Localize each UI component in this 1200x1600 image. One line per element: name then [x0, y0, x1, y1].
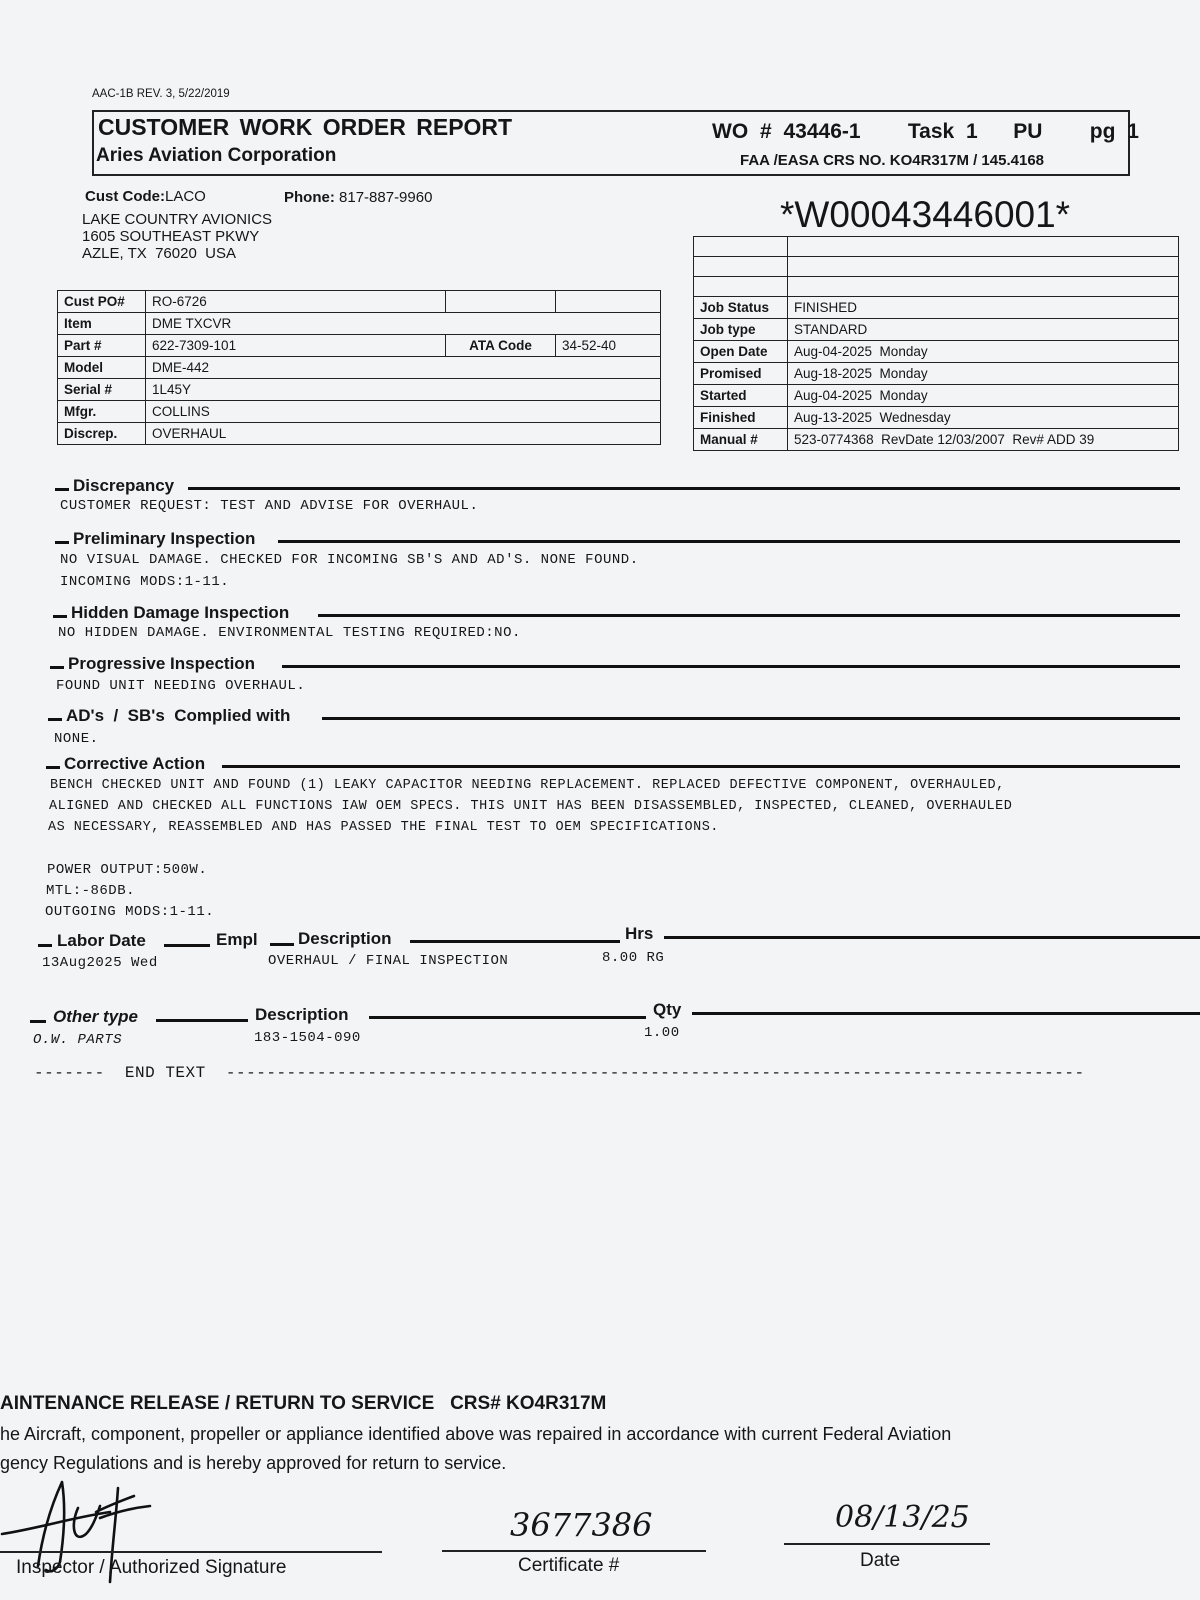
other-rule [369, 1016, 646, 1019]
section-dash [48, 718, 62, 721]
report-title: CUSTOMER WORK ORDER REPORT [98, 114, 513, 140]
customer-name: LAKE COUNTRY AVIONICS [82, 211, 273, 228]
open-date-value: Aug-04-2025 Monday [788, 341, 1179, 363]
promised-value: Aug-18-2025 Monday [788, 363, 1179, 385]
hidden-damage-section [0, 603, 1200, 625]
cust-po-value: RO-6726 [146, 291, 446, 313]
certificate-number: 3677386 [510, 1506, 653, 1544]
release-text-1: he Aircraft, component, propeller or appliance identified above was repaired in accordance with current Federal Aviation [0, 1424, 952, 1444]
preliminary-heading: Preliminary Inspection [73, 529, 256, 548]
corrective-text-2: ALIGNED AND CHECKED ALL FUNCTIONS IAW OEM SPECS. THIS UNIT HAS BEEN DISASSEMBLED, INSPECTED, CLEANED, OVERHAULED [49, 799, 1013, 814]
labor-hrs-value: 8.00 RG [602, 950, 665, 966]
section-rule [282, 665, 1180, 668]
job-status-value: FINISHED [788, 297, 1179, 319]
corrective-section [0, 754, 1200, 776]
progressive-section [0, 654, 1200, 676]
corrective-text-3: AS NECESSARY, REASSEMBLED AND HAS PASSED THE FINAL TEST TO OEM SPECIFICATIONS. [48, 820, 719, 835]
item-value: DME TXCVR [146, 313, 661, 335]
phone-value: 817-887-9960 [339, 189, 433, 206]
part-value: 622-7309-101 [146, 335, 446, 357]
finished-value: Aug-13-2025 Wednesday [788, 407, 1179, 429]
customer-phone [284, 189, 432, 206]
labor-date-value: 13Aug2025 Wed [42, 955, 158, 971]
cust-code [85, 188, 206, 205]
cust-code-value: LACO [165, 188, 206, 205]
job-type-label: Job type [694, 319, 788, 341]
release-text-2: gency Regulations and is hereby approved for return to service. [0, 1453, 507, 1473]
ads-sbs-heading: AD's / SB's Complied with [66, 706, 291, 725]
date-label: Date [860, 1550, 901, 1571]
section-rule [322, 717, 1180, 720]
customer-street: 1605 SOUTHEAST PKWY [82, 228, 260, 245]
other-type-heading: Other type [53, 1007, 139, 1026]
section-rule [318, 614, 1180, 617]
other-rule [156, 1019, 248, 1022]
empty-cell [556, 291, 661, 313]
progressive-text: FOUND UNIT NEEDING OVERHAUL. [56, 678, 306, 694]
section-dash [55, 541, 69, 544]
labor-description-heading: Description [298, 929, 392, 948]
manual-value: 523-0774368 RevDate 12/03/2007 Rev# ADD 39 [788, 429, 1179, 451]
model-label: Model [58, 357, 146, 379]
section-dash [55, 488, 69, 491]
empty-cell [694, 237, 788, 257]
work-order-number: WO # 43446-1 Task 1 PU pg 1 [712, 120, 1139, 143]
cust-code-label: Cust Code: [85, 188, 165, 205]
date-line [784, 1543, 990, 1545]
preliminary-section [0, 529, 1200, 551]
empty-cell [694, 257, 788, 277]
form-revision: AAC-1B REV. 3, 5/22/2019 [92, 88, 230, 100]
empty-cell [788, 277, 1179, 297]
discrepancy-heading: Discrepancy [73, 476, 175, 495]
promised-label: Promised [694, 363, 788, 385]
release-heading: AINTENANCE RELEASE / RETURN TO SERVICE CRS# KO4R317M [0, 1393, 607, 1414]
part-label: Part # [58, 335, 146, 357]
manual-label: Manual # [694, 429, 788, 451]
other-rule [30, 1020, 46, 1023]
other-qty-value: 1.00 [644, 1025, 680, 1041]
empty-cell [788, 257, 1179, 277]
job-type-value: STANDARD [788, 319, 1179, 341]
signature-line [0, 1551, 382, 1553]
certificate-label: Certificate # [518, 1555, 620, 1576]
mfgr-label: Mfgr. [58, 401, 146, 423]
customer-city: AZLE, TX 76020 USA [82, 245, 236, 262]
corrective-text-6: OUTGOING MODS:1-11. [45, 904, 215, 920]
job-table [693, 236, 1179, 451]
serial-label: Serial # [58, 379, 146, 401]
labor-description-value: OVERHAUL / FINAL INSPECTION [268, 953, 509, 969]
corrective-heading: Corrective Action [64, 754, 206, 773]
company-name: Aries Aviation Corporation [96, 145, 337, 166]
section-rule [222, 765, 1180, 768]
labor-rule [164, 944, 210, 947]
labor-date-heading: Labor Date [57, 931, 146, 950]
crs-number: FAA /EASA CRS NO. KO4R317M / 145.4168 [740, 152, 1044, 169]
model-value: DME-442 [146, 357, 661, 379]
cust-po-label: Cust PO# [58, 291, 146, 313]
empty-cell [694, 277, 788, 297]
end-text-marker: ------- END TEXT ------------------------------------------------------------------------------------- [34, 1064, 1085, 1082]
serial-value: 1L45Y [146, 379, 661, 401]
discrepancy-section [0, 476, 1200, 498]
other-type-value: O.W. PARTS [33, 1032, 123, 1048]
other-rule [692, 1012, 1200, 1015]
open-date-label: Open Date [694, 341, 788, 363]
discrep-label: Discrep. [58, 423, 146, 445]
labor-hrs-heading: Hrs [625, 924, 654, 943]
progressive-heading: Progressive Inspection [68, 654, 256, 673]
section-rule [188, 487, 1180, 490]
preliminary-text-2: INCOMING MODS:1-11. [60, 574, 230, 590]
started-label: Started [694, 385, 788, 407]
finished-label: Finished [694, 407, 788, 429]
labor-empl-heading: Empl [216, 930, 258, 949]
phone-label: Phone: [284, 189, 335, 206]
corrective-text-4: POWER OUTPUT:500W. [47, 862, 208, 878]
ads-sbs-section [0, 706, 1200, 728]
section-dash [53, 615, 67, 618]
section-rule [278, 540, 1180, 543]
ata-label: ATA Code [446, 335, 556, 357]
mfgr-value: COLLINS [146, 401, 661, 423]
ata-value: 34-52-40 [556, 335, 661, 357]
other-qty-heading: Qty [653, 1000, 682, 1019]
release-date: 08/13/25 [835, 1500, 970, 1535]
section-dash [50, 666, 64, 669]
corrective-text-5: MTL:-86DB. [46, 883, 136, 899]
other-description-heading: Description [255, 1005, 349, 1024]
item-table [57, 290, 661, 445]
job-status-label: Job Status [694, 297, 788, 319]
discrep-value: OVERHAUL [146, 423, 661, 445]
corrective-text-1: BENCH CHECKED UNIT AND FOUND (1) LEAKY CAPACITOR NEEDING REPLACEMENT. REPLACED DEFECTIVE COMPONENT, OVERHAULED, [50, 778, 1005, 793]
empty-cell [446, 291, 556, 313]
hidden-damage-text: NO HIDDEN DAMAGE. ENVIRONMENTAL TESTING REQUIRED:NO. [58, 625, 521, 641]
started-value: Aug-04-2025 Monday [788, 385, 1179, 407]
discrepancy-text: CUSTOMER REQUEST: TEST AND ADVISE FOR OVERHAUL. [60, 498, 479, 514]
labor-rule [38, 944, 52, 947]
other-description-value: 183-1504-090 [254, 1030, 361, 1046]
barcode-text: *W00043446001* [780, 194, 1071, 235]
empty-cell [788, 237, 1179, 257]
labor-rule [270, 943, 294, 946]
section-dash [46, 766, 60, 769]
item-label: Item [58, 313, 146, 335]
preliminary-text-1: NO VISUAL DAMAGE. CHECKED FOR INCOMING SB'S AND AD'S. NONE FOUND. [60, 552, 639, 568]
signature-label: Inspector / Authorized Signature [16, 1557, 287, 1578]
labor-rule [410, 940, 620, 943]
labor-rule [664, 936, 1200, 939]
certificate-line [442, 1550, 706, 1552]
ads-sbs-text: NONE. [54, 731, 99, 747]
hidden-damage-heading: Hidden Damage Inspection [71, 603, 290, 622]
